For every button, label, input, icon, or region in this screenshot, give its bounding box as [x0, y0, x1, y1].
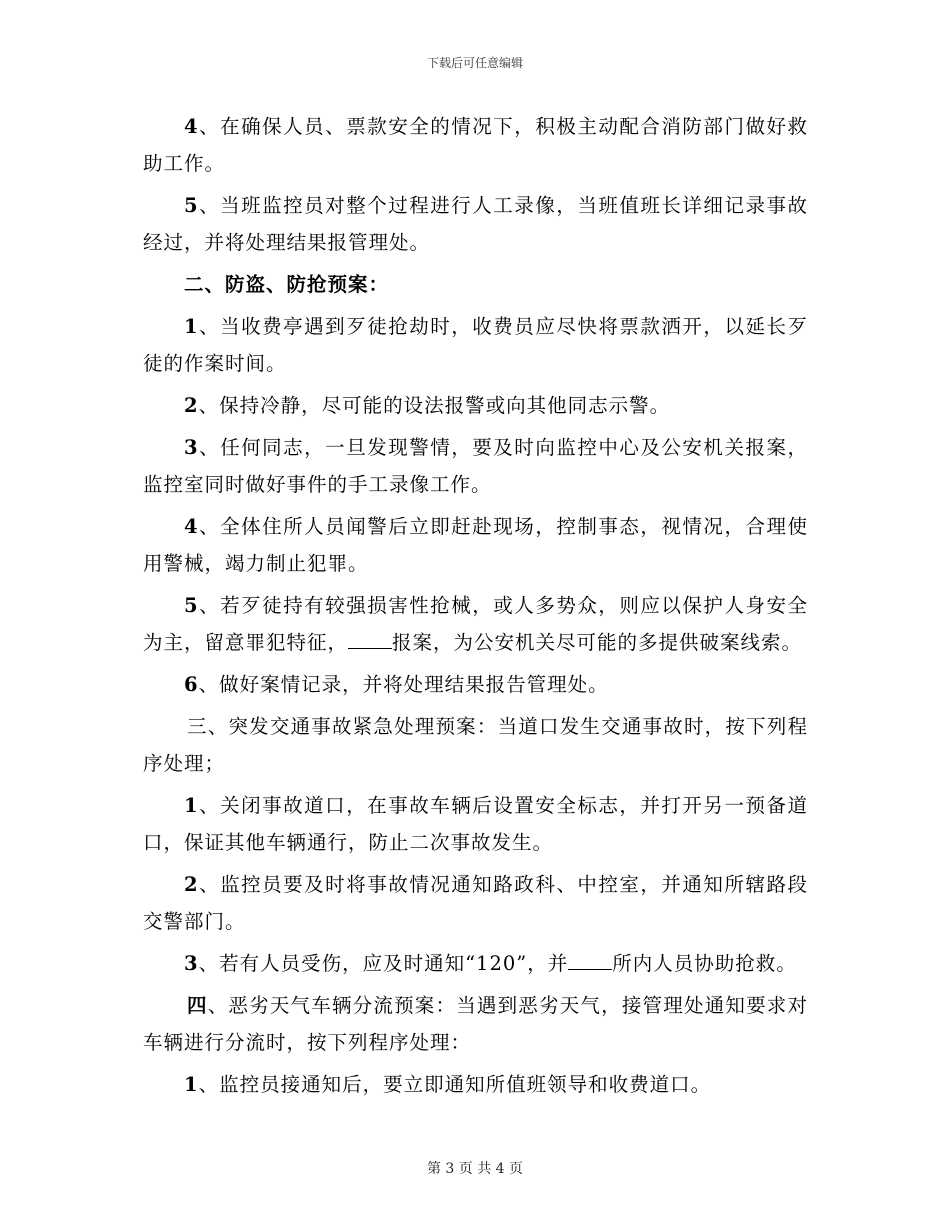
page-footer: 第 3 页 共 4 页	[426, 1161, 524, 1177]
fill-blank	[568, 951, 612, 970]
paragraph-text: 、保持冷静，尽可能的设法报警或向其他同志示警。	[198, 394, 671, 417]
paragraph-fire-5	[143, 187, 808, 261]
item-number: 3	[184, 952, 199, 975]
paragraph-theft-3	[143, 429, 808, 503]
paragraph-theft-4	[143, 508, 808, 582]
document-body	[143, 108, 808, 1108]
paragraph-traffic-3	[143, 945, 808, 982]
fill-blank	[348, 630, 392, 649]
paragraph-traffic-1	[143, 787, 808, 861]
item-number: 4	[184, 515, 199, 538]
paragraph-text: 、当收费亭遇到歹徒抢劫时，收费员应尽快将票款洒开，以延长歹徒的作案时间。	[143, 315, 808, 375]
paragraph-text: 、若歹徒持有较强损害性抢械，或人多势众，则应以保护人身安全为主，留意罪犯特征，	[143, 594, 808, 654]
section-heading-2: 二、防盗、防抢预案：	[184, 273, 390, 296]
section-heading-3: 三、突发交通事故紧急处理预案：当道口发生交通事故时，按下列程序处理；	[143, 715, 808, 775]
item-number: 5	[184, 194, 199, 217]
item-number: 1	[184, 315, 199, 338]
paragraph-text: 报案，为公安机关尽可能的多提供破案线索。	[392, 631, 803, 654]
paragraph-weather-1	[143, 1066, 808, 1103]
item-number: 5	[184, 594, 199, 617]
paragraph-text: 所内人员协助抢救。	[612, 952, 797, 975]
item-number: 2	[184, 873, 199, 896]
paragraph-text: 、监控员接通知后，要立即通知所值班领导和收费道口。	[198, 1073, 712, 1096]
item-number: 1	[184, 1073, 199, 1096]
paragraph-text: 、任何同志，一旦发现警情，要及时向监控中心及公安机关报案，监控室同时做好事件的手工录像工作。	[143, 436, 808, 496]
item-number: 1	[184, 794, 199, 817]
item-number: 2	[184, 394, 199, 417]
item-number: 4	[184, 115, 199, 138]
paragraph-traffic-2	[143, 866, 808, 940]
paragraph-theft-1	[143, 308, 808, 382]
page-header: 下载后可任意编辑	[426, 56, 523, 70]
paragraph-theft-5	[143, 587, 808, 661]
paragraph-text: 、关闭事故道口，在事故车辆后设置安全标志，并打开另一预备道口，保证其他车辆通行，防止二次事故发生。	[143, 794, 808, 854]
item-number: 3	[184, 436, 199, 459]
paragraph-text: 、当班监控员对整个过程进行人工录像，当班值班长详细记录事故经过，并将处理结果报管理处。	[143, 194, 808, 254]
section-number: 四	[187, 994, 208, 1017]
paragraph-text: 、恶劣天气车辆分流预案：当遇到恶劣天气，接管理处通知要求对车辆进行分流时，按下列程序处理：	[143, 994, 808, 1054]
item-number: 6	[184, 673, 199, 696]
paragraph-theft-6	[143, 666, 808, 703]
paragraph-text: 、监控员要及时将事故情况通知路政科、中控室，并通知所辖路段交警部门。	[143, 873, 808, 933]
paragraph-text: 、若有人员受伤，应及时通知“120”，并	[198, 952, 569, 975]
paragraph-theft-2	[143, 387, 808, 424]
paragraph-text: 、全体住所人员闻警后立即赶赴现场，控制事态，视情况，合理使用警械，竭力制止犯罪。	[143, 515, 808, 575]
paragraph-text: 、在确保人员、票款安全的情况下，积极主动配合消防部门做好救助工作。	[143, 115, 808, 175]
paragraph-fire-4	[143, 108, 808, 182]
section-heading-4	[143, 987, 808, 1061]
paragraph-text: 、做好案情记录，并将处理结果报告管理处。	[198, 673, 609, 696]
